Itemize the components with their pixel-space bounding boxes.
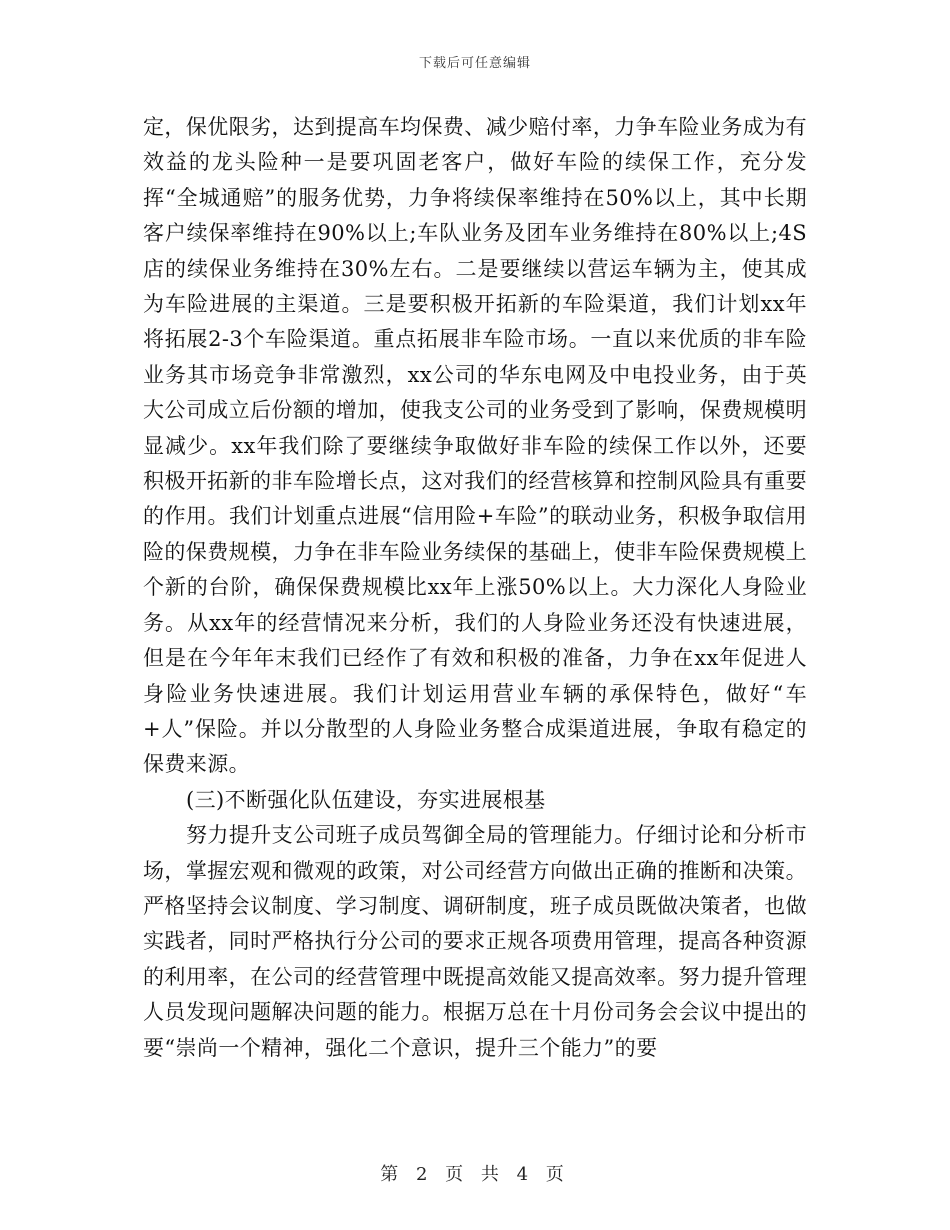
paragraph-team: 努力提升支公司班子成员驾御全局的管理能力。仔细讨论和分析市场，掌握宏观和微观的政策，对公司经营方向做出正确的推断和决策。严格坚持会议制度、学习制度、调研制度，班子成员既做决策者，也做实践者，同时严格执行分公司的要求正规各项费用管理，提高各种资源的利用率，在公司的经营管理中既提高效能又提高效率。努力提升管理人员发现问题解决问题的能力。根据万总在十月份司务会会议中提出的要“崇尚一个精神，强化二个意识，提升三个能力”的要 bbox=[143, 823, 807, 1060]
page-number-footer: 第 2 页 共 4 页 bbox=[380, 1164, 570, 1185]
page-header: 下载后可任意编辑 bbox=[418, 56, 531, 71]
section-heading: (三)不断强化队伍建设，夯实进展根基 bbox=[186, 787, 546, 812]
document-body bbox=[143, 110, 807, 1066]
paragraph-main: 定，保优限劣，达到提高车均保费、减少赔付率，力争车险业务成为有效益的龙头险种一是要巩固老客户，做好车险的续保工作，充分发挥“全城通赔”的服务优势，力争将续保率维持在50%以上，其中长期客户续保率维持在90%以上;车队业务及团车业务维持在80%以上;4S店的续保业务维持在30%左右。二是要继续以营运车辆为主，使其成为车险进展的主渠道。三是要积极开拓新的车险渠道，我们计划xx年将拓展2-3个车险渠道。重点拓展非车险市场。一直以来优质的非车险业务其市场竞争非常激烈，xx公司的华东电网及中电投业务，由于英大公司成立后份额的增加，使我支公司的业务受到了影响，保费规模明显减少。xx年我们除了要继续争取做好非车险的续保工作以外，还要积极开拓新的非车险增长点，这对我们的经营核算和控制风险具有重要的作用。我们计划重点进展“信用险+车险”的联动业务，积极争取信用险的保费规模，力争在非车险业务续保的基础上，使非车险保费规模上个新的台阶，确保保费规模比xx年上涨50%以上。大力深化人身险业务。从xx年的经营情况来分析，我们的人身险业务还没有快速进展，但是在今年年末我们已经作了有效和积极的准备，力争在xx年促进人身险业务快速进展。我们计划运用营业车辆的承保特色，做好“车+人”保险。并以分散型的人身险业务整合成渠道进展，争取有稳定的保费来源。 bbox=[143, 115, 807, 777]
